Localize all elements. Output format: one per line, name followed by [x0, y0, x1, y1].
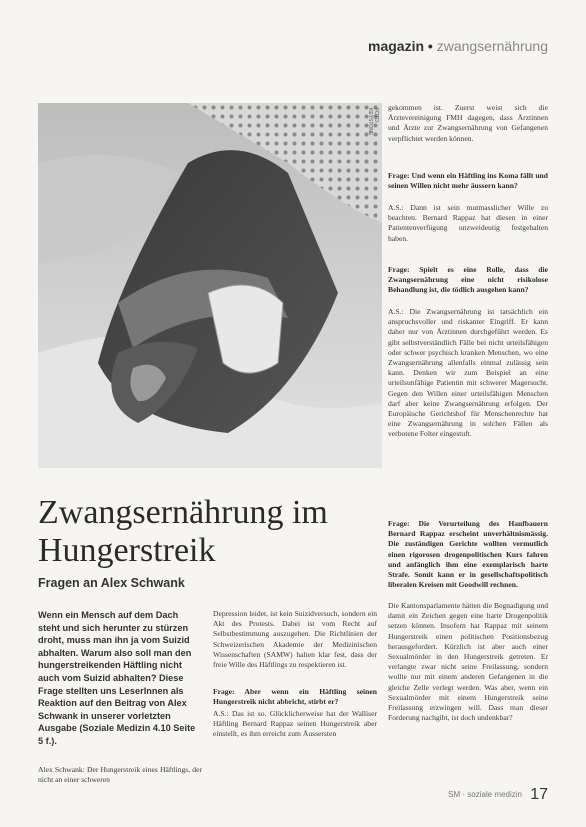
- col-mid-question: Frage: Aber wenn ein Häftling seinen Hungerstreik nicht abbricht, stirbt er?: [213, 687, 377, 707]
- article-subtitle: Fragen an Alex Schwank: [38, 576, 185, 590]
- footer-source: SM · soziale medizin: [448, 790, 522, 799]
- section-header: [368, 38, 548, 54]
- article-photo: [38, 103, 382, 468]
- col-right-para-3: A.S.: Die Zwangsernährung ist tatsächlich ein anspruchsvoller und riskanter Eingriff. Er kann daher nur von Ärztinnen durchgeführt werden. Es gibt selbstverständlich Fälle bei nicht urteilsfähigen oder schwer psychisch kranken Menschen, wo eine Zwangsernährung allenfalls einmal zulässig sein kann. Denken wir zum Beispiel an eine urteilsunfähige Patientin mit schwerer Magersucht. Gegen den Willen einer urteilsfähigen Menschen darf aber keine Zwangsernährung erfolgen. Der Europäische Gerichtshof für Menschenrechte hat eine Zwangsernährung in solchen Fällen als verbotene Folter eingestuft.: [388, 307, 548, 439]
- page-number: 17: [530, 786, 548, 803]
- header-bullet: •: [427, 38, 433, 54]
- col-right-question-1: Frage: Und wenn ein Häftling ins Koma fällt und seinen Willen nicht mehr äussern kann?: [388, 171, 548, 191]
- section-topic: zwangsernährung: [436, 38, 548, 54]
- col-left-text: Alex Schwank: Der Hungerstreik eines Häftlings, der nicht an einer schweren: [38, 765, 202, 785]
- photo-illustration: [38, 103, 382, 468]
- section-name: magazin: [368, 38, 425, 54]
- photo-credit: FOTO: KEYSTONE: [367, 108, 379, 136]
- col-mid-para-2: A.S.: Das ist so. Glücklicherweise hat der Walliser Häftling Bernard Rappaz seinen Hungerstreik aber einstellt, es ihm erreicht zum Äussersten: [213, 709, 377, 739]
- col-mid-para-1: Depression leidet, ist kein Suizidversuch, sondern ein Akt des Protests. Dabei ist vom Recht auf Selbstbestimmung auszugehen. Die Richtlinien der Schweizerischen Akademie der Medizinischen Wissenschaften (SAMW) halten klar fest, dass der freie Wille des Häftlings zu respektieren ist.: [213, 609, 377, 670]
- col-right-para-2: A.S.: Dann ist sein mutmasslicher Wille zu beachten. Bernard Rappaz hat diesen in einer Patientenverfügung unzweideutig festgehalten haben.: [388, 203, 548, 243]
- col-right-question-3: Frage: Die Verurteilung des Hanfbauern Bernard Rappaz erscheint unverhältnismässig. Die zuständigen Gerichte wollten vermutlich einen rigorosen drogenpolitischen Kurs fahren und anfänglich ihm eine exemplarisch harte Strafe. Somit kann er in gesellschaftspolitisch liberalen Kreisen mit Goodwill rechnen.: [388, 519, 548, 590]
- col-right-para-1: gekommen ist. Zuerst weist sich die Ärztevereinigung FMH dagegen, dass Ärztinnen und Ärzte zur Zwangsernährung von Gefangenen verpflichtet werden können.: [388, 103, 548, 143]
- col-right-question-2: Frage: Spielt es eine Rolle, dass die Zwangsernährung eine nicht risikolose Behandlung ist, die tödlich ausgehen kann?: [388, 265, 548, 295]
- col-right-para-4: Die Kantonsparlamente hätten die Begnadigung und damit ein Zeichen gegen eine harte Drogenpolitik setzen können. Insofern hat Rappaz mit seinem Hungerstreik einen politischen Positionsbezug herausgefordert. Kürzlich ist aber auch einer Sexualmörder in den Hungerstreik getreten. Er verlangte zwar nicht seine Freilassung, sondern wollte nur mit einem anderen Gefangenen in die gleiche Zelle verlegt werden. Was aber, wenn ein Sexualmörder mit einem Hungerstreik seine Freilassung erzwingen will. Dass man dieser Forderung nachgibt, ist doch undenkbar?: [388, 601, 548, 723]
- article-intro: Wenn ein Mensch auf dem Dach steht und sich herunter zu stürzen droht, muss man ihn ja vom Suizid abhalten. Warum also soll man den hungerstreikenden Häftling nicht auch vom Suizid abhalten? Diese Frage stellten uns LeserInnen als Reaktion auf den Beitrag von Alex Schwank in unserer vorletzten Ausgabe (Soziale Medizin 4.10 Seite 5 f.).: [38, 610, 196, 746]
- article-title: Zwangsernährung im Hungerstreik: [38, 494, 328, 569]
- page-footer: [448, 786, 548, 804]
